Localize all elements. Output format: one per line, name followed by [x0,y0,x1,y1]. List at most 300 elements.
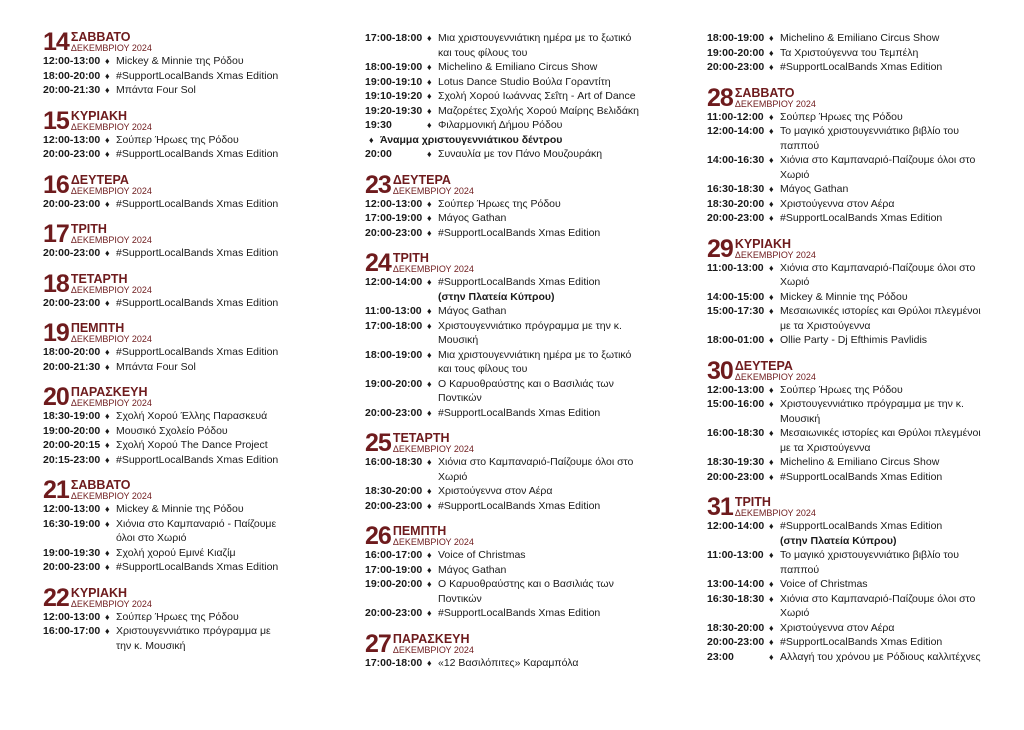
day-name: ΠΑΡΑΣΚΕΥΗ [392,631,470,646]
month-label: ΔΕΚΕΜΒΡΙΟΥ 2024 [70,598,152,609]
event-row [365,211,645,226]
event-title: Michelino & Emiliano Circus Show [780,456,940,468]
event-title: Σχολή Χορού The Dance Project [116,439,268,451]
event-time: 18:00-19:00 [365,61,423,73]
diamond-icon: ♦ [427,306,432,316]
event-time: 19:10-19:20 [365,90,423,102]
event-time: 19:00-19:30 [43,546,101,559]
day-name-block [71,322,152,344]
day-continuation [365,31,645,162]
event-row [365,377,645,406]
event-title: Χριστουγεννιάτικο πρόγραμμα με την κ. Μουσική [116,625,271,652]
event-time: 20:00-23:00 [707,61,765,73]
diamond-icon: ♦ [427,579,432,589]
diamond-icon: ♦ [105,547,110,558]
event-title: Σχολή χορού Εμινέ Κιαζίμ [116,546,236,559]
diamond-icon: ♦ [427,608,432,618]
month-label: ΔΕΚΕΜΒΡΙΟΥ 2024 [70,185,152,196]
day-header [365,249,645,277]
event-time: 17:00-18:00 [365,319,423,332]
event-row [707,455,992,470]
highlight-title: Άναμμα χριστουγεννιάτικου δέντρου [380,133,563,146]
event-title: #SupportLocalBands Xmas Edition [116,453,279,466]
event-title: Σούπερ Ήρωες της Ρόδου [116,133,239,146]
event-row [707,261,992,290]
day-number: 21 [43,476,69,504]
event-time: 19:00-20:00 [365,578,423,590]
day-name-block [71,110,152,132]
event-title: Michelino & Emiliano Circus Show [780,32,940,44]
day-name-block [71,223,152,245]
event-title: #SupportLocalBands Xmas Edition [116,197,279,210]
event-title: Σούπερ Ήρωες της Ρόδου [438,197,561,210]
day-header [365,522,645,550]
day-number: 27 [365,629,391,658]
month-label: ΔΕΚΕΜΒΡΙΟΥ 2024 [734,249,816,260]
month-label: ΔΕΚΕΜΒΡΙΟΥ 2024 [70,491,152,501]
event-time: 20:00-21:30 [43,84,101,96]
event-title: #SupportLocalBands Xmas Edition [116,69,279,82]
event-row [43,296,288,311]
diamond-icon: ♦ [427,277,432,287]
event-row [43,147,288,162]
diamond-icon: ♦ [427,657,432,668]
event-time: 17:00-18:00 [365,32,423,44]
event-row [365,75,645,90]
diamond-icon: ♦ [769,198,774,209]
event-row [43,453,288,468]
diamond-icon: ♦ [105,134,110,145]
day-block [43,383,288,467]
day-block [707,234,992,348]
day-number: 20 [43,383,69,411]
day-number: 17 [43,220,69,248]
day-header [365,629,645,658]
event-row [43,610,288,625]
day-block [365,170,645,241]
event-title: Συναυλία με τον Πάνο Μουζουράκη [438,148,603,160]
day-header [43,476,288,504]
event-note: (στην Πλατεία Κύπρου) [780,534,897,547]
diamond-icon: ♦ [105,85,110,95]
event-title: #SupportLocalBands Xmas Edition [780,636,943,648]
day-name-block [735,87,816,109]
diamond-icon: ♦ [105,454,110,465]
event-title: Voice of Christmas [438,549,526,561]
day-number: 16 [43,170,69,199]
diamond-icon: ♦ [427,213,432,223]
event-time: 20:15-23:00 [43,453,101,466]
day-name-block [71,386,152,408]
event-title: Mickey & Minnie της Ρόδου [780,290,908,303]
event-row [365,304,645,319]
event-time: 20:00-23:00 [707,470,765,483]
day-block [365,629,645,671]
diamond-icon: ♦ [427,120,432,130]
event-row [365,455,645,484]
day-name: ΤΕΤΑΡΤΗ [392,431,450,445]
diamond-icon: ♦ [427,227,432,238]
event-time: 12:00-13:00 [43,503,101,515]
event-time: 18:00-20:00 [43,69,101,82]
event-row [43,502,288,517]
event-row [43,54,288,69]
event-time: 20:00 [365,148,392,160]
event-row [365,197,645,212]
event-row [707,397,992,426]
day-number: 15 [43,106,69,135]
event-time: 16:30-18:30 [707,183,765,195]
event-title: #SupportLocalBands Xmas Edition [116,561,279,573]
event-row [43,424,288,439]
diamond-icon: ♦ [105,347,110,357]
month-label: ΔΕΚΕΜΒΡΙΟΥ 2024 [392,644,474,655]
event-time: 20:00-23:00 [365,607,423,619]
event-row [43,624,288,653]
diamond-icon: ♦ [769,33,774,43]
event-row [365,104,645,119]
month-label: ΔΕΚΕΜΒΡΙΟΥ 2024 [70,121,152,132]
day-block [707,83,992,226]
day-name-block [393,633,474,655]
day-continuation [707,31,992,75]
event-time: 20:00-23:00 [707,636,765,648]
day-name-block [71,273,152,295]
event-title: #SupportLocalBands Xmas Edition [116,247,279,259]
event-time: 11:00-13:00 [707,261,764,274]
event-time: 20:00-23:00 [43,561,101,573]
event-row [43,83,288,98]
day-name: ΚΥΡΙΑΚΗ [734,236,792,251]
event-title: Mickey & Minnie της Ρόδου [116,503,244,515]
month-label: ΔΕΚΕΜΒΡΙΟΥ 2024 [70,235,152,245]
event-row [707,290,992,305]
event-row [707,548,992,577]
event-row [707,304,992,333]
event-title: Μάγος Gathan [438,563,507,576]
event-row [707,197,992,212]
event-time: 18:30-20:00 [365,485,423,497]
event-title: Μια χριστουγεννιάτικη ημέρα με το ξωτικό και τους φίλους του [438,348,632,375]
day-number: 29 [707,234,733,263]
event-title: Σούπερ Ήρωες της Ρόδου [780,383,903,396]
day-name-block [393,252,474,274]
diamond-icon: ♦ [769,335,774,345]
event-row [707,182,992,197]
event-title: Μπάντα Four Sol [116,84,196,96]
diamond-icon: ♦ [105,626,110,636]
event-time: 12:00-13:00 [43,133,101,146]
event-title: Mickey & Minnie της Ρόδου [116,55,244,67]
event-title: «12 Βασιλόπιτες» Καραμπόλα [438,656,579,669]
event-row [365,275,645,290]
event-title: Φιλαρμονική Δήμου Ρόδου [438,119,563,131]
diamond-icon: ♦ [769,213,774,223]
event-title: Σούπερ Ήρωες της Ρόδου [780,110,903,123]
event-title: Σούπερ Ήρωες της Ρόδου [116,610,239,623]
event-time: 18:00-01:00 [707,334,765,346]
event-row [707,635,992,650]
day-name-block [393,525,474,547]
month-label: ΔΕΚΕΜΒΡΙΟΥ 2024 [392,444,474,454]
day-header [43,383,288,411]
diamond-icon: ♦ [427,62,432,72]
event-title: Χιόνια στο Καμπαναριό-Παίζουμε όλοι στο Χωριό [780,261,976,288]
month-label: ΔΕΚΕΜΒΡΙΟΥ 2024 [70,43,152,53]
event-title: Μουσικό Σχολείο Ρόδου [116,424,228,437]
event-time: 20:00-21:30 [43,360,101,373]
day-name-block [735,360,816,382]
event-time: 19:00-20:00 [43,424,101,437]
event-time: 18:30-20:00 [707,621,765,634]
event-row [43,409,288,424]
event-title: Χριστούγεννα στον Αέρα [780,197,895,210]
day-block [365,249,645,420]
diamond-icon: ♦ [769,384,774,395]
day-header [43,269,288,298]
event-title: Μπάντα Four Sol [116,360,196,373]
event-title: Voice of Christmas [780,578,868,590]
event-time: 20:00-23:00 [365,226,423,239]
column-1 [43,28,288,665]
event-time: 12:00-13:00 [365,197,423,210]
event-title: Χιόνια στο Καμπαναριό - Παίζουμε όλοι στο Χωριό [116,517,277,544]
diamond-icon: ♦ [769,428,774,438]
day-name-block [71,31,152,53]
day-name: ΣΑΒΒΑΤΟ [734,85,795,100]
event-title: Σχολή Χορού Έλλης Παρασκευά [116,410,268,422]
event-time: 19:00-20:00 [707,46,765,59]
event-title: #SupportLocalBands Xmas Edition [780,520,943,532]
event-title: Lotus Dance Studio Βούλα Γοραντίτη [438,75,611,88]
diamond-icon: ♦ [369,134,374,145]
event-title: #SupportLocalBands Xmas Edition [438,406,601,419]
diamond-icon: ♦ [427,91,432,101]
day-number: 19 [43,319,69,347]
day-block [43,269,288,311]
event-time: 16:00-17:00 [365,549,423,561]
event-row [707,124,992,153]
month-label: ΔΕΚΕΜΒΡΙΟΥ 2024 [392,537,474,547]
event-time: 11:00-12:00 [707,110,764,123]
event-time: 16:00-18:30 [365,456,423,468]
day-number: 25 [365,429,391,457]
day-name-block [735,238,816,260]
diamond-icon: ♦ [105,562,110,572]
event-note: (στην Πλατεία Κύπρου) [438,290,555,303]
day-header [43,170,288,199]
event-time: 20:00-23:00 [365,406,423,419]
event-title: Χιόνια στο Καμπαναριό-Παίζουμε όλοι στο Χωριό [780,154,976,181]
event-row [707,60,992,75]
day-header [707,234,992,263]
diamond-icon: ♦ [769,62,774,72]
day-header [707,83,992,112]
diamond-icon: ♦ [427,149,432,159]
event-time: 12:00-14:00 [707,125,765,137]
event-row [43,560,288,575]
diamond-icon: ♦ [769,291,774,302]
day-number: 26 [365,522,391,550]
event-title: Μεσαιωνικές ιστορίες και Θρύλοι πλεγμένοι με τα Χριστούγεννα [780,305,981,332]
day-name: ΠΕΜΠΤΗ [392,524,447,538]
day-name: ΠΕΜΠΤΗ [70,321,125,335]
diamond-icon: ♦ [105,70,110,81]
event-title: Μεσαιωνικές ιστορίες και Θρύλοι πλεγμένοι με τα Χριστούγεννα [780,427,981,454]
day-header [707,356,992,385]
day-name: ΔΕΥΤΕΡΑ [392,172,451,187]
day-block [365,522,645,621]
diamond-icon: ♦ [427,486,432,496]
event-title: Ο Καρυοθραύστης και ο Βασιλιάς των Ποντικών [438,377,614,404]
event-title: Το μαγικό χριστουγεννιάτικο βιβλίο του παππού [780,125,960,152]
day-header [43,28,288,56]
event-time: 18:00-19:00 [365,348,423,361]
diamond-icon: ♦ [427,349,432,360]
day-block [43,170,288,212]
diamond-icon: ♦ [769,593,774,604]
highlight-row [365,133,645,148]
event-row [365,499,645,514]
event-title: #SupportLocalBands Xmas Edition [438,499,601,512]
event-row [707,650,992,665]
diamond-icon: ♦ [769,126,774,136]
event-row [365,406,645,421]
event-row [365,118,645,133]
event-time: 12:00-13:00 [43,55,101,67]
event-row [43,133,288,148]
day-name: ΚΥΡΙΑΚΗ [70,585,128,600]
month-label: ΔΕΚΕΜΒΡΙΟΥ 2024 [70,334,152,344]
event-title: Το μαγικό χριστουγεννιάτικο βιβλίο του παππού [780,549,960,576]
day-number: 24 [365,249,391,277]
diamond-icon: ♦ [427,33,432,43]
event-row [365,89,645,104]
event-row [707,592,992,621]
event-title: #SupportLocalBands Xmas Edition [780,470,943,483]
day-header [43,319,288,347]
event-title: Χριστούγεννα στον Αέρα [438,485,553,497]
day-name: ΔΕΥΤΕΡΑ [70,172,129,187]
event-row [43,517,288,546]
day-name: ΤΡΙΤΗ [70,222,107,236]
event-time: 14:00-15:00 [707,290,765,303]
event-title: Τα Χριστούγεννα του Τεμπέλη [780,46,919,59]
diamond-icon: ♦ [769,521,774,531]
event-time: 20:00-23:00 [43,148,101,160]
event-time: 11:00-13:00 [707,549,764,561]
month-label: ΔΕΚΕΜΒΡΙΟΥ 2024 [70,398,152,408]
event-row [365,548,645,563]
event-time: 18:00-19:00 [707,32,765,44]
event-title: Σχολή Χορού Ιωάννας Σεΐτη - Art of Dance [438,90,636,102]
diamond-icon: ♦ [427,320,432,331]
diamond-icon: ♦ [105,504,110,514]
month-label: ΔΕΚΕΜΒΡΙΟΥ 2024 [70,284,152,295]
diamond-icon: ♦ [427,378,432,389]
event-title: #SupportLocalBands Xmas Edition [438,226,601,239]
event-time: 19:00-19:10 [365,75,423,88]
event-time: 19:00-20:00 [365,377,423,390]
event-title: Ο Καρυοθραύστης και ο Βασιλιάς των Ποντικών [438,578,614,605]
event-title: #SupportLocalBands Xmas Edition [116,346,279,358]
event-title: Μια χριστουγεννιάτικη ημέρα με το ξωτικό και τους φίλους του [438,32,632,59]
event-title: #SupportLocalBands Xmas Edition [438,607,601,619]
event-title: Μάγος Gathan [780,183,849,195]
day-name: ΠΑΡΑΣΚΕΥΗ [70,385,148,399]
day-header [365,429,645,457]
event-title: Μάγος Gathan [438,212,507,224]
event-time: 19:30 [365,119,392,131]
diamond-icon: ♦ [427,500,432,511]
event-time: 17:00-18:00 [365,656,423,669]
diamond-icon: ♦ [769,622,774,633]
diamond-icon: ♦ [105,297,110,308]
event-time: 20:00-23:00 [365,499,423,512]
event-time: 20:00-23:00 [707,212,765,224]
event-row [43,197,288,212]
diamond-icon: ♦ [427,76,432,87]
event-time: 12:00-13:00 [707,383,765,396]
diamond-icon: ♦ [769,637,774,647]
diamond-icon: ♦ [769,306,774,316]
day-name-block [393,174,474,196]
day-name: ΔΕΥΤΕΡΑ [734,358,793,373]
day-name-block [71,479,152,501]
event-row [43,246,288,261]
month-label: ΔΕΚΕΜΒΡΙΟΥ 2024 [734,371,816,382]
event-time: 13:00-14:00 [707,578,765,590]
event-time: 18:30-20:00 [707,197,765,210]
diamond-icon: ♦ [427,564,432,575]
diamond-icon: ♦ [769,550,774,560]
event-title: #SupportLocalBands Xmas Edition [780,61,943,73]
event-row [43,69,288,84]
diamond-icon: ♦ [769,399,774,409]
event-row [707,153,992,182]
diamond-icon: ♦ [427,407,432,418]
event-title: Michelino & Emiliano Circus Show [438,61,598,73]
day-name-block [735,496,816,518]
event-time: 11:00-13:00 [365,305,422,317]
event-time: 16:00-18:30 [707,427,765,439]
event-title: #SupportLocalBands Xmas Edition [438,276,601,288]
diamond-icon: ♦ [427,105,432,116]
event-row [707,333,992,348]
event-row [365,319,645,348]
event-row [365,563,645,578]
event-row [707,383,992,398]
day-number: 22 [43,583,69,612]
event-time: 15:00-17:30 [707,305,765,317]
day-header [43,106,288,135]
event-title: Μάγος Gathan [438,305,507,317]
day-name: ΣΑΒΒΑΤΟ [70,478,131,492]
event-row [365,484,645,499]
day-number: 18 [43,269,69,298]
diamond-icon: ♦ [769,47,774,58]
event-row [365,577,645,606]
event-title: Μαζορέτες Σχολής Χορού Μαίρης Βελιδάκη [438,104,639,117]
event-row [365,606,645,621]
event-row [707,46,992,61]
event-time: 16:30-19:00 [43,517,101,530]
day-number: 14 [43,28,69,56]
event-time: 20:00-23:00 [43,247,101,259]
event-time: 16:00-17:00 [43,625,101,637]
day-name: ΣΑΒΒΑΤΟ [70,30,131,44]
diamond-icon: ♦ [105,611,110,622]
